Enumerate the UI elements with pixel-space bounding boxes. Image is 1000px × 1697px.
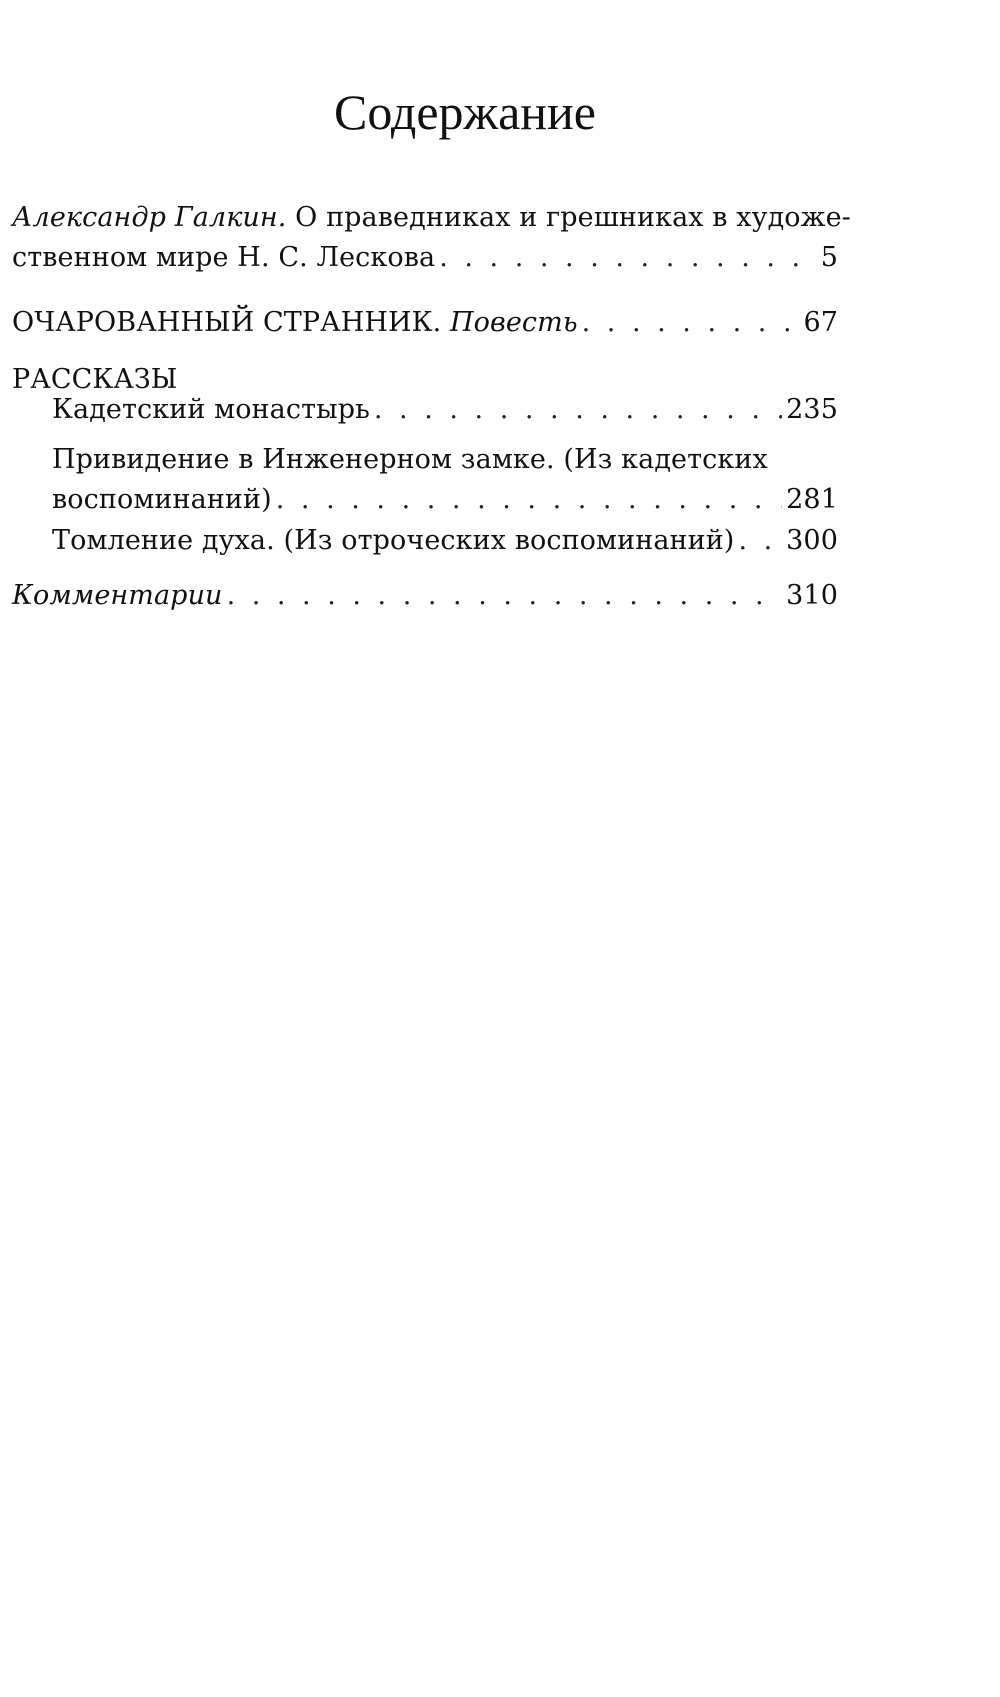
page-number: 300: [786, 525, 838, 556]
page-number: 310: [786, 580, 838, 611]
toc-entry-item-1[interactable]: [52, 390, 838, 430]
leader-dots: [582, 303, 800, 343]
toc-entry-intro-line1: [12, 198, 851, 238]
toc-entry-item-3-line: [52, 521, 838, 561]
leader-dots: [374, 390, 782, 430]
toc-entry-comments[interactable]: [12, 576, 838, 616]
toc-entry-story-line: [12, 303, 838, 343]
page-number: 67: [803, 307, 838, 338]
toc-entry-intro[interactable]: [12, 198, 851, 278]
page-number: 281: [786, 484, 838, 515]
toc-entry-item-3[interactable]: [52, 521, 838, 561]
section-title: РАССКАЗЫ: [12, 364, 178, 395]
toc-entry-comments-line: [12, 576, 838, 616]
entry-title: Кадетский монастырь: [52, 394, 370, 425]
entry-author: Александр Галкин.: [12, 202, 287, 233]
toc-entry-intro-line2: [12, 238, 838, 278]
leader-dots: [227, 576, 783, 616]
entry-title-part1: О праведниках и грешниках в художе-: [286, 202, 851, 233]
page-number: 235: [786, 394, 838, 425]
page-number: 5: [820, 242, 838, 273]
entry-title: Томление духа. (Из отроческих воспоминаний): [52, 525, 735, 556]
story-subtitle: Повесть: [450, 307, 578, 338]
toc-entry-item-2-line2: [52, 480, 838, 520]
leader-dots: [439, 238, 817, 278]
entry-title-part2: воспоминаний): [52, 484, 272, 515]
toc-entry-item-2-line1: Привидение в Инженерном замке. (Из кадетских: [52, 444, 768, 475]
toc-entry-story[interactable]: [12, 303, 838, 343]
leader-dots: [738, 521, 782, 561]
toc-entry-item-2[interactable]: [52, 440, 838, 520]
entry-title-part2: ственном мире Н. С. Лескова: [12, 242, 436, 273]
entry-title: [12, 303, 578, 343]
page-title: Содержание: [334, 84, 596, 140]
toc-entry-item-1-line: [52, 390, 838, 430]
leader-dots: [276, 480, 782, 520]
entry-title: Комментарии: [12, 580, 223, 611]
story-title: ОЧАРОВАННЫЙ СТРАННИК.: [12, 307, 442, 338]
